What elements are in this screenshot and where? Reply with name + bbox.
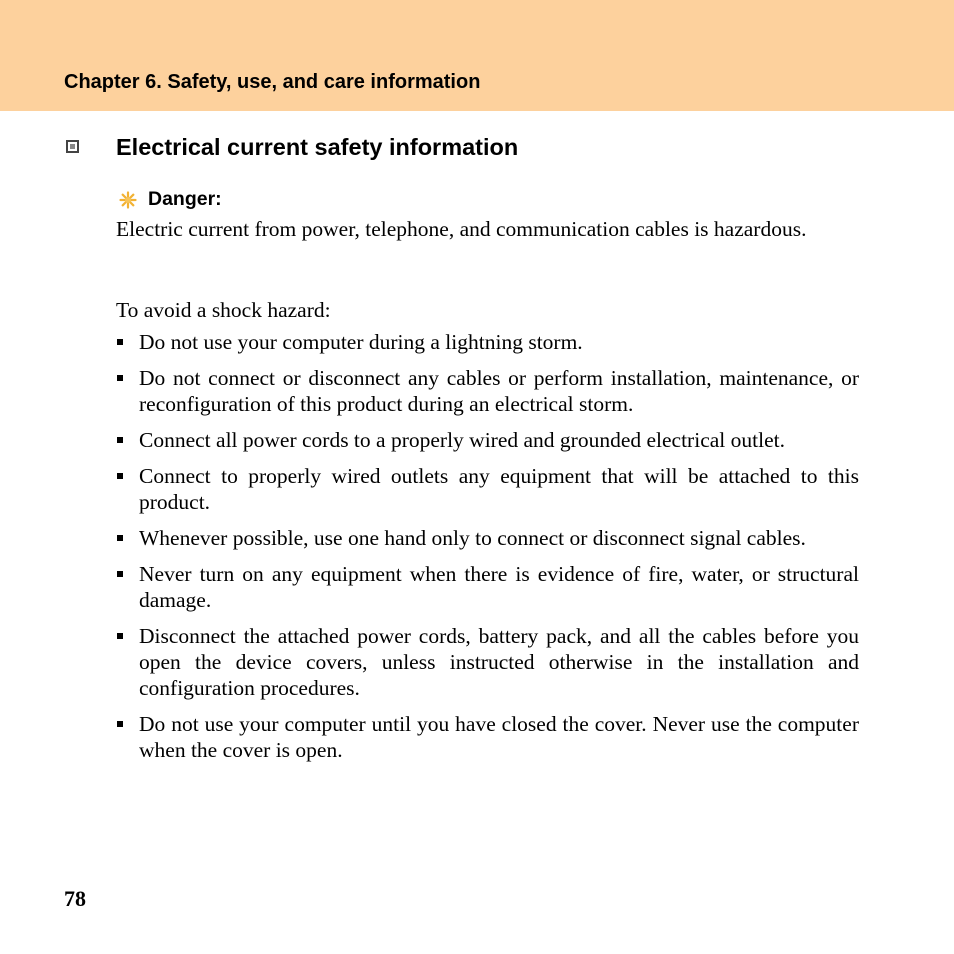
list-item-text: Disconnect the attached power cords, battery pack, and all the cables before you open the device covers, unless instructed otherwise in the installation and configuration procedures. (139, 624, 859, 700)
square-bullet-marker-icon (117, 633, 123, 639)
list-item-text: Do not use your computer during a lightning storm. (139, 330, 583, 354)
square-bullet-marker-icon (117, 339, 123, 345)
list-item (116, 427, 859, 453)
square-bullet-marker-icon (117, 571, 123, 577)
list-item-text: Connect all power cords to a properly wired and grounded electrical outlet. (139, 428, 785, 452)
list-item-text: Do not use your computer until you have closed the cover. Never use the computer when the cover is open. (139, 712, 859, 762)
square-bullet-marker-icon (117, 721, 123, 727)
danger-label: Danger: (148, 188, 222, 210)
page-number: 78 (64, 886, 86, 911)
square-bullet-marker-icon (117, 473, 123, 479)
list-item (116, 329, 859, 355)
square-bullet-marker-icon (117, 437, 123, 443)
list-item-text: Never turn on any equipment when there is evidence of fire, water, or structural damage. (139, 562, 859, 612)
section-title: Electrical current safety information (116, 134, 519, 160)
square-bullet-marker-icon (117, 375, 123, 381)
safety-bullet-list (116, 329, 859, 773)
square-bullet-marker-icon (117, 535, 123, 541)
chapter-header-band (0, 0, 954, 111)
avoid-shock-intro: To avoid a shock hazard: (116, 298, 331, 322)
list-item (116, 623, 859, 701)
list-item (116, 463, 859, 515)
list-item (116, 365, 859, 417)
list-item-text: Whenever possible, use one hand only to connect or disconnect signal cables. (139, 526, 806, 550)
danger-starburst-icon (119, 191, 137, 209)
danger-warning-text: Electric current from power, telephone, and communication cables is hazardous. (116, 217, 807, 241)
square-bullet-icon (66, 140, 79, 153)
list-item-text: Do not connect or disconnect any cables or perform installation, maintenance, or reconfiguration of this product during an electrical storm. (139, 366, 859, 416)
chapter-title: Chapter 6. Safety, use, and care information (64, 71, 481, 93)
list-item (116, 561, 859, 613)
list-item (116, 525, 859, 551)
list-item-text: Connect to properly wired outlets any equipment that will be attached to this product. (139, 464, 859, 514)
list-item (116, 711, 859, 763)
